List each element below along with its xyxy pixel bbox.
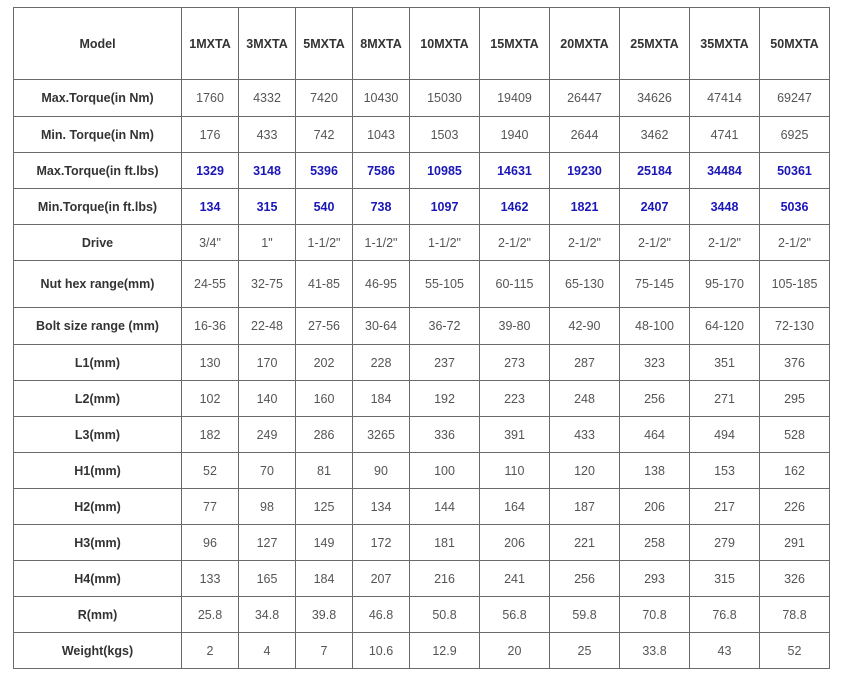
value-cell: 3/4"	[182, 225, 239, 261]
value-cell: 134	[353, 489, 410, 525]
value-cell: 295	[760, 381, 830, 417]
value-cell: 3448	[690, 189, 760, 225]
value-cell: 2	[182, 633, 239, 669]
value-cell: 1760	[182, 80, 239, 117]
table-row	[14, 633, 830, 669]
value-cell: 5396	[296, 153, 353, 189]
value-cell: 153	[690, 453, 760, 489]
value-cell: 24-55	[182, 261, 239, 308]
value-cell: 1821	[550, 189, 620, 225]
value-cell: 110	[480, 453, 550, 489]
value-cell: 1-1/2"	[296, 225, 353, 261]
value-cell: 1329	[182, 153, 239, 189]
row-label-cell: L2(mm)	[14, 381, 182, 417]
value-cell: 47414	[690, 80, 760, 117]
value-cell: 78.8	[760, 597, 830, 633]
value-cell: 34626	[620, 80, 690, 117]
table-row	[14, 225, 830, 261]
row-label-cell: Min. Torque(in Nm)	[14, 117, 182, 153]
row-label-cell: Bolt size range (mm)	[14, 308, 182, 345]
value-cell: 1097	[410, 189, 480, 225]
value-cell: 16-36	[182, 308, 239, 345]
value-cell: 4	[239, 633, 296, 669]
value-cell: 75-145	[620, 261, 690, 308]
value-cell: 315	[239, 189, 296, 225]
value-cell: 376	[760, 345, 830, 381]
value-cell: 65-130	[550, 261, 620, 308]
value-cell: 248	[550, 381, 620, 417]
value-cell: 77	[182, 489, 239, 525]
header-model-cell: 15MXTA	[480, 8, 550, 80]
value-cell: 293	[620, 561, 690, 597]
value-cell: 34.8	[239, 597, 296, 633]
value-cell: 249	[239, 417, 296, 453]
value-cell: 81	[296, 453, 353, 489]
value-cell: 336	[410, 417, 480, 453]
spec-table	[13, 7, 830, 669]
value-cell: 228	[353, 345, 410, 381]
value-cell: 46-95	[353, 261, 410, 308]
value-cell: 217	[690, 489, 760, 525]
value-cell: 10985	[410, 153, 480, 189]
row-label-cell: Weight(kgs)	[14, 633, 182, 669]
value-cell: 33.8	[620, 633, 690, 669]
value-cell: 226	[760, 489, 830, 525]
value-cell: 20	[480, 633, 550, 669]
table-row	[14, 381, 830, 417]
value-cell: 50.8	[410, 597, 480, 633]
value-cell: 98	[239, 489, 296, 525]
header-label-cell: Model	[14, 8, 182, 80]
value-cell: 3148	[239, 153, 296, 189]
value-cell: 433	[550, 417, 620, 453]
header-model-cell: 10MXTA	[410, 8, 480, 80]
value-cell: 162	[760, 453, 830, 489]
value-cell: 15030	[410, 80, 480, 117]
value-cell: 95-170	[690, 261, 760, 308]
value-cell: 3265	[353, 417, 410, 453]
value-cell: 5036	[760, 189, 830, 225]
row-label-cell: H3(mm)	[14, 525, 182, 561]
value-cell: 164	[480, 489, 550, 525]
row-label-cell: Drive	[14, 225, 182, 261]
value-cell: 102	[182, 381, 239, 417]
value-cell: 70.8	[620, 597, 690, 633]
value-cell: 64-120	[690, 308, 760, 345]
value-cell: 72-130	[760, 308, 830, 345]
table-row	[14, 189, 830, 225]
row-label-cell: H4(mm)	[14, 561, 182, 597]
value-cell: 216	[410, 561, 480, 597]
value-cell: 144	[410, 489, 480, 525]
value-cell: 172	[353, 525, 410, 561]
row-label-cell: H2(mm)	[14, 489, 182, 525]
value-cell: 27-56	[296, 308, 353, 345]
value-cell: 3462	[620, 117, 690, 153]
value-cell: 2-1/2"	[550, 225, 620, 261]
value-cell: 326	[760, 561, 830, 597]
table-row	[14, 561, 830, 597]
value-cell: 25	[550, 633, 620, 669]
value-cell: 105-185	[760, 261, 830, 308]
row-label-cell: Max.Torque(in Nm)	[14, 80, 182, 117]
table-row	[14, 261, 830, 308]
value-cell: 184	[296, 561, 353, 597]
row-label-cell: L3(mm)	[14, 417, 182, 453]
value-cell: 96	[182, 525, 239, 561]
value-cell: 133	[182, 561, 239, 597]
value-cell: 256	[550, 561, 620, 597]
value-cell: 433	[239, 117, 296, 153]
value-cell: 52	[760, 633, 830, 669]
row-label-cell: R(mm)	[14, 597, 182, 633]
value-cell: 25184	[620, 153, 690, 189]
value-cell: 140	[239, 381, 296, 417]
value-cell: 241	[480, 561, 550, 597]
value-cell: 41-85	[296, 261, 353, 308]
value-cell: 127	[239, 525, 296, 561]
value-cell: 36-72	[410, 308, 480, 345]
value-cell: 528	[760, 417, 830, 453]
value-cell: 273	[480, 345, 550, 381]
value-cell: 279	[690, 525, 760, 561]
value-cell: 19409	[480, 80, 550, 117]
value-cell: 30-64	[353, 308, 410, 345]
table-row	[14, 597, 830, 633]
value-cell: 206	[620, 489, 690, 525]
value-cell: 181	[410, 525, 480, 561]
value-cell: 207	[353, 561, 410, 597]
value-cell: 10430	[353, 80, 410, 117]
value-cell: 464	[620, 417, 690, 453]
row-label-cell: Nut hex range(mm)	[14, 261, 182, 308]
header-model-cell: 8MXTA	[353, 8, 410, 80]
value-cell: 43	[690, 633, 760, 669]
value-cell: 22-48	[239, 308, 296, 345]
value-cell: 52	[182, 453, 239, 489]
value-cell: 1-1/2"	[410, 225, 480, 261]
value-cell: 130	[182, 345, 239, 381]
table-row	[14, 117, 830, 153]
value-cell: 1462	[480, 189, 550, 225]
value-cell: 34484	[690, 153, 760, 189]
value-cell: 1"	[239, 225, 296, 261]
row-label-cell: L1(mm)	[14, 345, 182, 381]
table-row	[14, 153, 830, 189]
table-row	[14, 80, 830, 117]
value-cell: 286	[296, 417, 353, 453]
value-cell: 7420	[296, 80, 353, 117]
value-cell: 494	[690, 417, 760, 453]
value-cell: 192	[410, 381, 480, 417]
value-cell: 2644	[550, 117, 620, 153]
value-cell: 120	[550, 453, 620, 489]
value-cell: 10.6	[353, 633, 410, 669]
value-cell: 391	[480, 417, 550, 453]
value-cell: 55-105	[410, 261, 480, 308]
value-cell: 165	[239, 561, 296, 597]
value-cell: 237	[410, 345, 480, 381]
value-cell: 149	[296, 525, 353, 561]
value-cell: 48-100	[620, 308, 690, 345]
value-cell: 1940	[480, 117, 550, 153]
table-row	[14, 453, 830, 489]
row-label-cell: Max.Torque(in ft.lbs)	[14, 153, 182, 189]
value-cell: 12.9	[410, 633, 480, 669]
value-cell: 4332	[239, 80, 296, 117]
value-cell: 4741	[690, 117, 760, 153]
value-cell: 1503	[410, 117, 480, 153]
value-cell: 56.8	[480, 597, 550, 633]
value-cell: 39-80	[480, 308, 550, 345]
value-cell: 271	[690, 381, 760, 417]
value-cell: 50361	[760, 153, 830, 189]
value-cell: 2-1/2"	[480, 225, 550, 261]
value-cell: 170	[239, 345, 296, 381]
value-cell: 351	[690, 345, 760, 381]
value-cell: 160	[296, 381, 353, 417]
value-cell: 182	[182, 417, 239, 453]
value-cell: 187	[550, 489, 620, 525]
header-row	[14, 8, 830, 80]
value-cell: 540	[296, 189, 353, 225]
value-cell: 1043	[353, 117, 410, 153]
header-model-cell: 20MXTA	[550, 8, 620, 80]
spec-table-container	[13, 7, 830, 669]
table-row	[14, 345, 830, 381]
value-cell: 742	[296, 117, 353, 153]
value-cell: 14631	[480, 153, 550, 189]
value-cell: 1-1/2"	[353, 225, 410, 261]
table-row	[14, 308, 830, 345]
value-cell: 42-90	[550, 308, 620, 345]
value-cell: 7586	[353, 153, 410, 189]
value-cell: 25.8	[182, 597, 239, 633]
header-model-cell: 35MXTA	[690, 8, 760, 80]
value-cell: 60-115	[480, 261, 550, 308]
value-cell: 287	[550, 345, 620, 381]
value-cell: 70	[239, 453, 296, 489]
value-cell: 134	[182, 189, 239, 225]
value-cell: 26447	[550, 80, 620, 117]
value-cell: 221	[550, 525, 620, 561]
value-cell: 76.8	[690, 597, 760, 633]
value-cell: 138	[620, 453, 690, 489]
value-cell: 256	[620, 381, 690, 417]
value-cell: 2-1/2"	[760, 225, 830, 261]
value-cell: 184	[353, 381, 410, 417]
value-cell: 206	[480, 525, 550, 561]
header-model-cell: 50MXTA	[760, 8, 830, 80]
value-cell: 6925	[760, 117, 830, 153]
value-cell: 39.8	[296, 597, 353, 633]
value-cell: 59.8	[550, 597, 620, 633]
value-cell: 125	[296, 489, 353, 525]
row-label-cell: Min.Torque(in ft.lbs)	[14, 189, 182, 225]
value-cell: 176	[182, 117, 239, 153]
table-row	[14, 525, 830, 561]
value-cell: 32-75	[239, 261, 296, 308]
value-cell: 19230	[550, 153, 620, 189]
header-model-cell: 25MXTA	[620, 8, 690, 80]
value-cell: 7	[296, 633, 353, 669]
value-cell: 223	[480, 381, 550, 417]
value-cell: 46.8	[353, 597, 410, 633]
row-label-cell: H1(mm)	[14, 453, 182, 489]
header-model-cell: 1MXTA	[182, 8, 239, 80]
value-cell: 738	[353, 189, 410, 225]
table-row	[14, 489, 830, 525]
value-cell: 2-1/2"	[690, 225, 760, 261]
value-cell: 315	[690, 561, 760, 597]
value-cell: 2407	[620, 189, 690, 225]
value-cell: 100	[410, 453, 480, 489]
value-cell: 291	[760, 525, 830, 561]
header-model-cell: 5MXTA	[296, 8, 353, 80]
value-cell: 90	[353, 453, 410, 489]
value-cell: 202	[296, 345, 353, 381]
value-cell: 258	[620, 525, 690, 561]
header-model-cell: 3MXTA	[239, 8, 296, 80]
table-row	[14, 417, 830, 453]
value-cell: 323	[620, 345, 690, 381]
value-cell: 69247	[760, 80, 830, 117]
value-cell: 2-1/2"	[620, 225, 690, 261]
